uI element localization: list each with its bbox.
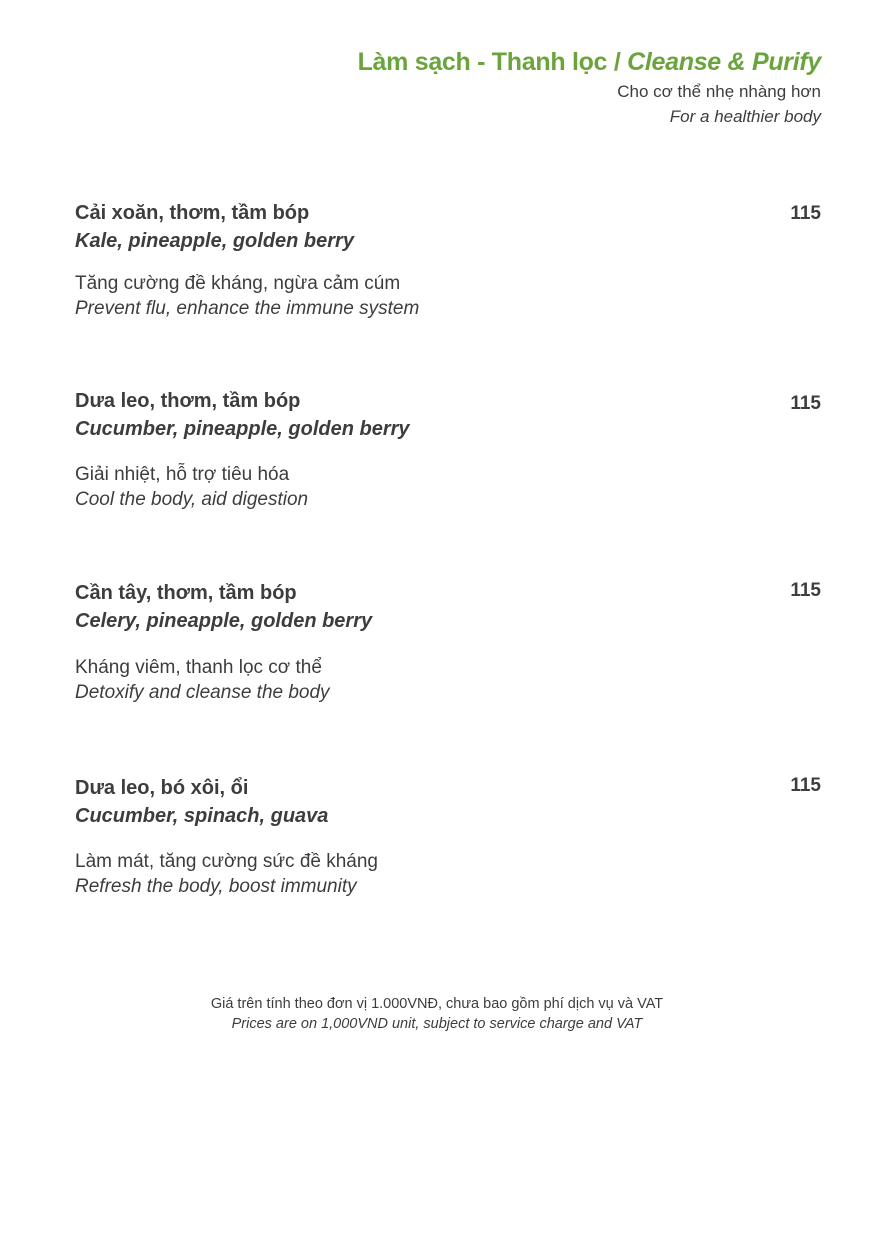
section-title-en: Cleanse & Purify bbox=[627, 48, 821, 76]
item-name-vi: Dưa leo, thơm, tầm bóp bbox=[75, 390, 301, 412]
item-name-en: Kale, pineapple, golden berry bbox=[75, 230, 354, 252]
item-name-en: Cucumber, pineapple, golden berry bbox=[75, 418, 410, 440]
item-desc-vi: Tăng cường đề kháng, ngừa cảm cúm bbox=[75, 273, 401, 294]
item-price: 115 bbox=[790, 775, 821, 796]
price-note bbox=[0, 994, 874, 1034]
menu-item bbox=[75, 774, 821, 899]
item-name-en: Celery, pineapple, golden berry bbox=[75, 610, 373, 632]
item-name-vi: Cải xoăn, thơm, tầm bóp bbox=[75, 202, 310, 224]
section-subtitle-vi: Cho cơ thể nhẹ nhàng hơn bbox=[617, 82, 821, 101]
item-desc-en: Prevent flu, enhance the immune system bbox=[75, 298, 420, 319]
item-price: 115 bbox=[790, 393, 821, 414]
menu-item bbox=[75, 387, 821, 512]
section-title-vi: Làm sạch - Thanh lọc bbox=[357, 48, 608, 76]
menu-header bbox=[358, 46, 821, 129]
section-subtitle-en: For a healthier body bbox=[669, 107, 821, 126]
price-note-en: Prices are on 1,000VND unit, subject to service charge and VAT bbox=[231, 1016, 643, 1032]
item-desc-en: Refresh the body, boost immunity bbox=[75, 876, 357, 897]
item-desc-en: Cool the body, aid digestion bbox=[75, 489, 309, 510]
item-price: 115 bbox=[790, 203, 821, 224]
title-separator: / bbox=[607, 48, 628, 76]
item-desc-vi: Giải nhiệt, hỗ trợ tiêu hóa bbox=[75, 464, 290, 485]
item-name-en: Cucumber, spinach, guava bbox=[75, 805, 329, 827]
section-title bbox=[358, 46, 821, 78]
item-name-vi: Cần tây, thơm, tầm bóp bbox=[75, 582, 297, 604]
menu-item bbox=[75, 579, 821, 705]
item-price: 115 bbox=[790, 580, 821, 601]
price-note-vi: Giá trên tính theo đơn vị 1.000VNĐ, chưa bao gồm phí dịch vụ và VAT bbox=[210, 996, 664, 1012]
item-desc-vi: Kháng viêm, thanh lọc cơ thể bbox=[75, 657, 322, 678]
menu-item bbox=[75, 199, 821, 321]
item-desc-en: Detoxify and cleanse the body bbox=[75, 682, 330, 703]
item-name-vi: Dưa leo, bó xôi, ổi bbox=[75, 777, 249, 799]
item-desc-vi: Làm mát, tăng cường sức đề kháng bbox=[75, 851, 378, 872]
